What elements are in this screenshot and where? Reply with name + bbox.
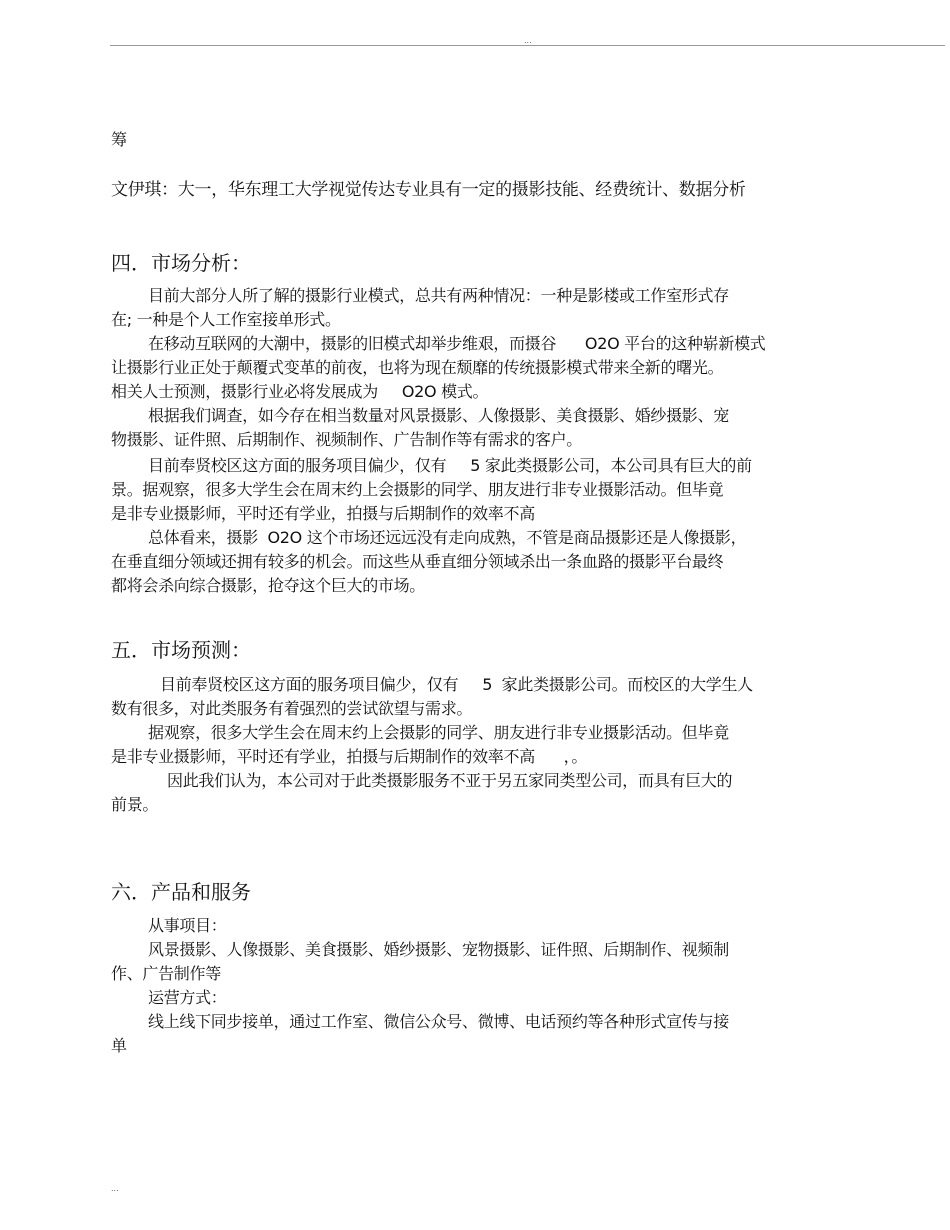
paragraph-line: 前景。 xyxy=(111,795,159,814)
paragraph-line: 作、广告制作等 xyxy=(111,964,221,983)
paragraph-line: 线上线下同步接单，通过工作室、微信公众号、微博、电话预约等各种形式宣传与接 xyxy=(148,1012,729,1031)
paragraph-line: 从事项目： xyxy=(148,916,227,935)
section-heading-products-services: 六．产品和服务 xyxy=(111,880,251,904)
paragraph-line: 目前奉贤校区这方面的服务项目偏少，仅有 5 家此类摄影公司，本公司具有巨大的前 xyxy=(148,456,752,475)
paragraph-line: 据观察，很多大学生会在周末约上会摄影的同学、朋友进行非专业摄影活动。但毕竟 xyxy=(148,723,729,742)
header-marker: ... xyxy=(524,36,532,45)
footer-marker: ... xyxy=(111,1184,119,1193)
intro-line: 筹 xyxy=(111,130,127,149)
header-rule xyxy=(110,45,945,46)
paragraph-line: 景。据观察，很多大学生会在周末约上会摄影的同学、朋友进行非专业摄影活动。但毕竟 xyxy=(111,480,724,499)
paragraph-line: 在移动互联网的大潮中，摄影的旧模式却举步维艰，而摄谷 O2O 平台的这种崭新模式 xyxy=(148,334,766,353)
paragraph-line: 在垂直细分领域还拥有较多的机会。而这些从垂直细分领域杀出一条血路的摄影平台最终 xyxy=(111,552,724,571)
paragraph-line: 风景摄影、人像摄影、美食摄影、婚纱摄影、宠物摄影、证件照、后期制作、视频制 xyxy=(148,940,729,959)
intro-line: 文伊琪：大一，华东理工大学视觉传达专业具有一定的摄影技能、经费统计、数据分析 xyxy=(111,180,746,200)
section-heading-market-analysis: 四．市场分析： xyxy=(111,251,251,275)
section-heading-market-forecast: 五．市场预测： xyxy=(111,638,251,662)
paragraph-line: 相关人士预测，摄影行业必将发展成为 O2O 模式。 xyxy=(111,382,489,401)
paragraph-line: 总体看来，摄影 O2O 这个市场还远远没有走向成熟，不管是商品摄影还是人像摄影， xyxy=(148,528,747,547)
paragraph-line: 目前大部分人所了解的摄影行业模式，总共有两种情况：一种是影楼或工作室形式存 xyxy=(148,286,729,305)
paragraph-line: 都将会杀向综合摄影，抢夺这个巨大的市场。 xyxy=(111,576,426,595)
paragraph-line: 目前奉贤校区这方面的服务项目偏少，仅有 5 家此类摄影公司。而校区的大学生人 xyxy=(160,675,753,694)
paragraph-line: 因此我们认为，本公司对于此类摄影服务不亚于另五家同类型公司，而具有巨大的 xyxy=(167,771,733,790)
paragraph-line: 单 xyxy=(111,1036,127,1055)
paragraph-line: 在; 一种是个人工作室接单形式。 xyxy=(111,310,341,329)
paragraph-line: 让摄影行业正处于颠覆式变革的前夜，也将为现在颓靡的传统摄影模式带来全新的曙光。 xyxy=(111,358,724,377)
paragraph-line: 物摄影、证件照、后期制作、视频制作、广告制作等有需求的客户。 xyxy=(111,430,583,449)
paragraph-line: 根据我们调查，如今存在相当数量对风景摄影、人像摄影、美食摄影、婚纱摄影、宠 xyxy=(148,406,729,425)
paragraph-line: 运营方式： xyxy=(148,988,227,1007)
paragraph-line: 是非专业摄影师，平时还有学业，拍摄与后期制作的效率不高 ，。 xyxy=(111,747,588,766)
paragraph-line: 数有很多，对此类服务有着强烈的尝试欲望与需求。 xyxy=(111,699,473,718)
paragraph-line: 是非专业摄影师，平时还有学业，拍摄与后期制作的效率不高 xyxy=(111,504,535,523)
